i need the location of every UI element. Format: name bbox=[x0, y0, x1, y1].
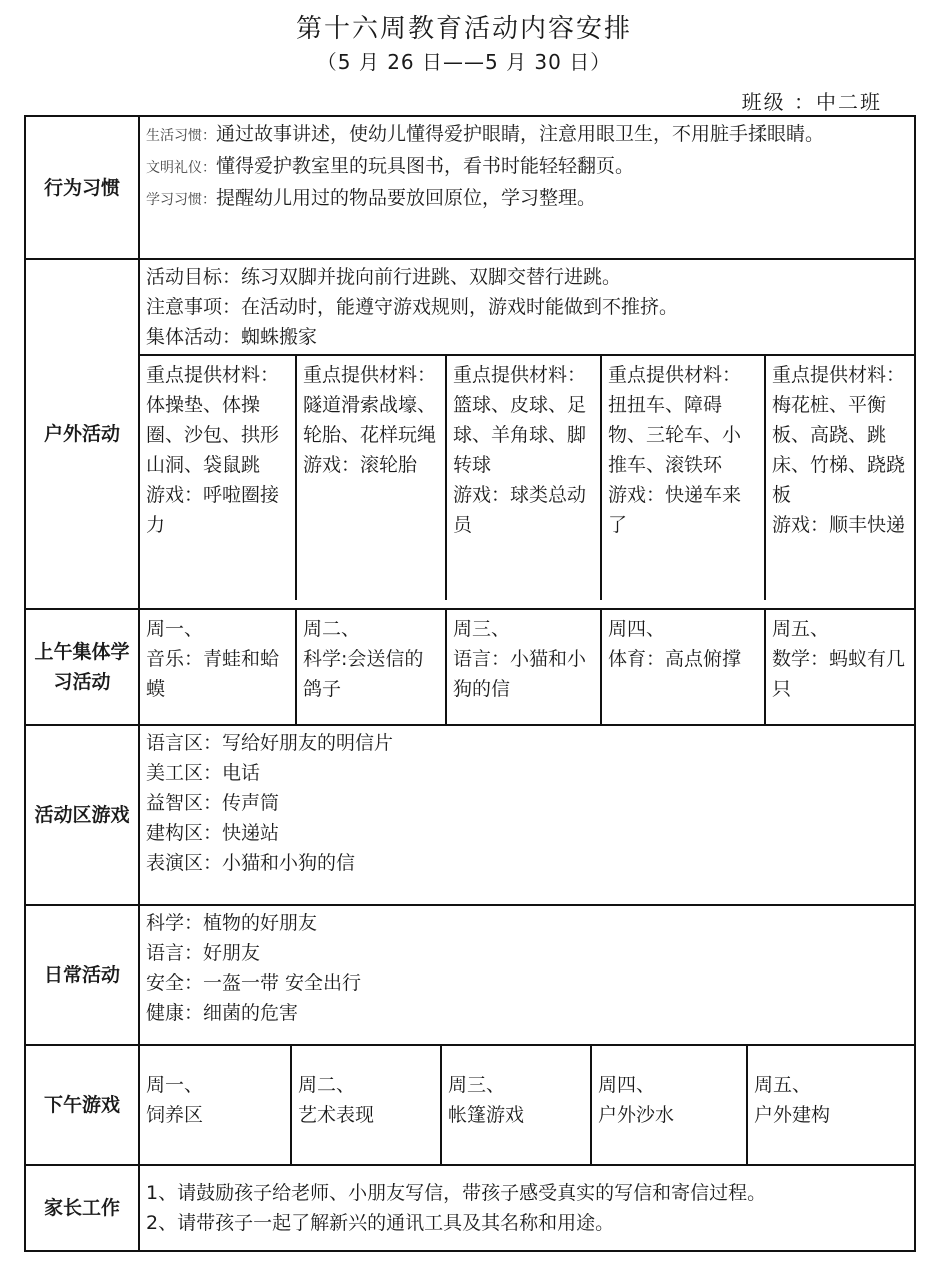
row-morning bbox=[25, 609, 915, 725]
day-label: 周五、 bbox=[772, 618, 830, 640]
outdoor-days-grid bbox=[140, 356, 914, 600]
daily-content bbox=[139, 905, 915, 1045]
outdoor-day-thu bbox=[600, 356, 764, 600]
outdoor-group-line: 集体活动：蜘蛛搬家 bbox=[146, 326, 318, 348]
outdoor-materials: 重点提供材料：梅花桩、平衡板、高跷、跳床、竹梯、跷跷板 bbox=[772, 364, 906, 506]
activity-text: 帐篷游戏 bbox=[448, 1104, 525, 1126]
row-heading-afternoon: 下午游戏 bbox=[25, 1045, 139, 1165]
row-outdoor bbox=[25, 259, 915, 609]
activity-text: 科学:会送信的鸽子 bbox=[303, 648, 424, 700]
morning-day bbox=[764, 610, 914, 724]
day-label: 周三、 bbox=[448, 1074, 506, 1096]
afternoon-day bbox=[140, 1046, 290, 1164]
row-heading-parents: 家长工作 bbox=[25, 1165, 139, 1251]
activity-text: 音乐：青蛙和蛤蟆 bbox=[146, 648, 280, 700]
outdoor-content bbox=[139, 259, 915, 609]
outdoor-day-tue bbox=[295, 356, 445, 600]
outdoor-materials: 重点提供材料：体操垫、体操圈、沙包、拱形山洞、袋鼠跳 bbox=[146, 364, 280, 476]
activity-text: 体育：高点俯撑 bbox=[608, 648, 742, 670]
day-label: 周二、 bbox=[303, 618, 361, 640]
outdoor-materials: 重点提供材料：隧道滑索战壕、轮胎、花样玩绳 bbox=[303, 364, 437, 446]
activity-text: 数学：蚂蚁有几只 bbox=[772, 648, 906, 700]
parents-content bbox=[139, 1165, 915, 1251]
area-line: 表演区：小猫和小狗的信 bbox=[146, 852, 356, 874]
morning-day bbox=[295, 610, 445, 724]
areas-content bbox=[139, 725, 915, 905]
morning-days-grid bbox=[140, 610, 914, 724]
daily-line: 健康：细菌的危害 bbox=[146, 1002, 299, 1024]
parent-note: 2、请带孩子一起了解新兴的通讯工具及其名称和用途。 bbox=[146, 1212, 615, 1234]
habit-item bbox=[146, 119, 908, 151]
date-range: （5 月 26 日——5 月 30 日） bbox=[316, 50, 612, 74]
habits-content bbox=[139, 116, 915, 259]
habit-text: 懂得爱护教室里的玩具图书，看书时能轻轻翻页。 bbox=[216, 155, 635, 177]
row-heading-morning: 上午集体学习活动 bbox=[25, 609, 139, 725]
day-label: 周一、 bbox=[146, 1074, 204, 1096]
area-line: 语言区：写给好朋友的明信片 bbox=[146, 732, 394, 754]
afternoon-content bbox=[139, 1045, 915, 1165]
morning-day bbox=[600, 610, 764, 724]
day-label: 周三、 bbox=[453, 618, 511, 640]
outdoor-materials: 重点提供材料：扭扭车、障碍物、三轮车、小推车、滚铁环 bbox=[608, 364, 742, 476]
activity-text: 户外建构 bbox=[754, 1104, 831, 1126]
activity-text: 艺术表现 bbox=[298, 1104, 375, 1126]
row-heading-daily: 日常活动 bbox=[25, 905, 139, 1045]
daily-line: 语言：好朋友 bbox=[146, 942, 261, 964]
afternoon-day bbox=[440, 1046, 590, 1164]
row-habits bbox=[25, 116, 915, 259]
daily-line: 科学：植物的好朋友 bbox=[146, 912, 318, 934]
outdoor-game: 游戏：呼啦圈接力 bbox=[146, 484, 280, 536]
afternoon-days-grid bbox=[140, 1046, 914, 1164]
outdoor-day-wed bbox=[445, 356, 600, 600]
row-heading-habits: 行为习惯 bbox=[25, 116, 139, 259]
page-title: 第十六周教育活动内容安排 bbox=[295, 14, 632, 44]
habit-text: 提醒幼儿用过的物品要放回原位，学习整理。 bbox=[216, 187, 597, 209]
day-label: 周二、 bbox=[298, 1074, 356, 1096]
class-label: 班级 ：中二班 bbox=[741, 90, 882, 114]
outdoor-materials: 重点提供材料：篮球、皮球、足球、羊角球、脚转球 bbox=[453, 364, 587, 476]
outdoor-day-fri bbox=[764, 356, 914, 600]
parent-note: 1、请鼓励孩子给老师、小朋友写信，带孩子感受真实的写信和寄信过程。 bbox=[146, 1182, 767, 1204]
habit-item bbox=[146, 183, 908, 215]
schedule-table bbox=[24, 115, 916, 1252]
outdoor-day-mon bbox=[140, 356, 295, 600]
row-heading-areas: 活动区游戏 bbox=[25, 725, 139, 905]
daily-line: 安全：一盔一带 安全出行 bbox=[146, 972, 362, 994]
row-daily bbox=[25, 905, 915, 1045]
activity-text: 户外沙水 bbox=[598, 1104, 675, 1126]
habit-label: 生活习惯： bbox=[146, 128, 216, 144]
day-label: 周一、 bbox=[146, 618, 204, 640]
outdoor-game: 游戏：顺丰快递 bbox=[772, 514, 906, 536]
day-label: 周五、 bbox=[754, 1074, 812, 1096]
afternoon-day bbox=[290, 1046, 440, 1164]
habit-text: 通过故事讲述，使幼儿懂得爱护眼睛，注意用眼卫生，不用脏手揉眼睛。 bbox=[216, 123, 825, 145]
outdoor-game: 游戏：滚轮胎 bbox=[303, 454, 418, 476]
area-line: 益智区：传声筒 bbox=[146, 792, 280, 814]
area-line: 美工区：电话 bbox=[146, 762, 261, 784]
outdoor-game: 游戏：快递车来了 bbox=[608, 484, 742, 536]
row-heading-outdoor: 户外活动 bbox=[25, 259, 139, 609]
habit-label: 学习习惯： bbox=[146, 192, 216, 208]
outdoor-goals bbox=[140, 260, 914, 356]
activity-text: 饲养区 bbox=[146, 1104, 204, 1126]
activity-text: 语言：小猫和小狗的信 bbox=[453, 648, 587, 700]
area-line: 建构区：快递站 bbox=[146, 822, 280, 844]
row-afternoon bbox=[25, 1045, 915, 1165]
habit-label: 文明礼仪： bbox=[146, 160, 216, 176]
day-label: 周四、 bbox=[598, 1074, 656, 1096]
habit-item bbox=[146, 151, 908, 183]
morning-day bbox=[445, 610, 600, 724]
morning-day bbox=[140, 610, 295, 724]
row-areas bbox=[25, 725, 915, 905]
row-parents bbox=[25, 1165, 915, 1251]
morning-content bbox=[139, 609, 915, 725]
day-label: 周四、 bbox=[608, 618, 666, 640]
afternoon-day bbox=[746, 1046, 914, 1164]
outdoor-note-line: 注意事项：在活动时，能遵守游戏规则，游戏时能做到不推挤。 bbox=[146, 296, 679, 318]
afternoon-day bbox=[590, 1046, 746, 1164]
outdoor-game: 游戏：球类总动员 bbox=[453, 484, 587, 536]
outdoor-goal-line: 活动目标：练习双脚并拢向前行进跳、双脚交替行进跳。 bbox=[146, 266, 622, 288]
